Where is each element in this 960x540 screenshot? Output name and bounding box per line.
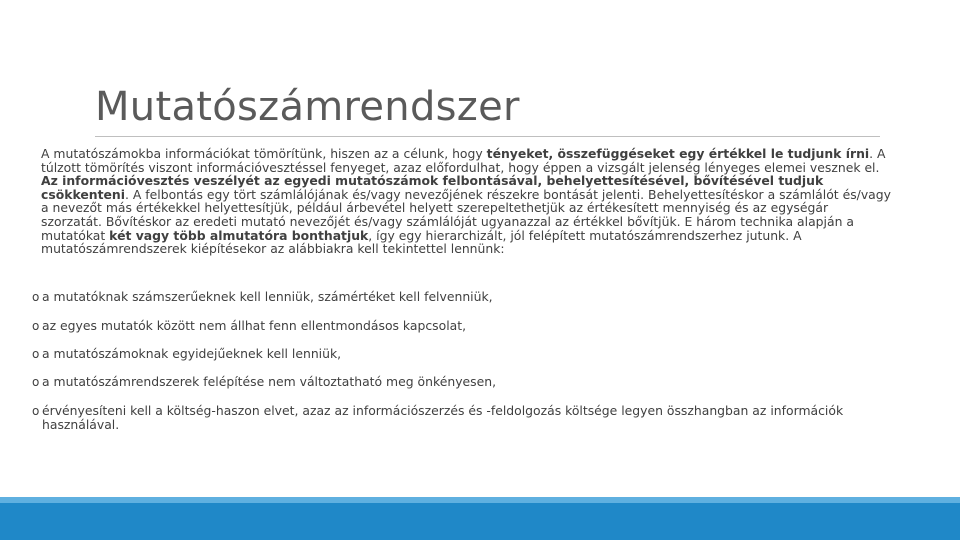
bullet-marker-icon: o: [32, 319, 40, 333]
bullet-item: [32, 319, 912, 333]
paragraph-run-bold: tényeket, összefüggéseket egy értékkel le tudjunk írni: [486, 146, 870, 161]
bullet-item: [32, 347, 912, 361]
bullet-marker-icon: o: [32, 375, 40, 389]
bullet-text: az egyes mutatók között nem állhat fenn ellentmondásos kapcsolat,: [42, 318, 467, 333]
paragraph-run: A mutatószámokba információkat tömörítünk, hiszen az a célunk, hogy: [41, 146, 487, 161]
bullet-list: [32, 290, 912, 432]
bullet-item: [32, 375, 912, 389]
body-paragraph: [41, 147, 891, 256]
paragraph-run-bold: két vagy több almutatóra bonthatjuk: [109, 227, 369, 243]
paragraph-run-bold: Az információvesztés veszélyét az egyedi mutatószámok felbontásával, behelyettesítésével, bővítésével tudjuk csökkenteni: [41, 173, 824, 202]
bullet-text: a mutatószámoknak egyidejűeknek kell lenniük,: [42, 346, 342, 361]
bullet-item: [32, 404, 912, 432]
paragraph-run: , így egy hierarchizált, jól felépített mutatószámrendszerhez jutunk. A mutatószámrendszerek kiépítésekor az alábbiakra kell tekintettel lennünk:: [41, 227, 802, 257]
title-divider: [95, 136, 880, 137]
footer-bar: [0, 497, 960, 540]
bullet-item: [32, 290, 912, 304]
bullet-marker-icon: o: [32, 404, 40, 418]
bullet-marker-icon: o: [32, 290, 40, 304]
bullet-text: érvényesíteni kell a költség-haszon elvet, azaz az információszerzés és -feldolgozás költsége legyen összhangban az információk használával.: [42, 403, 844, 432]
paragraph-run: . A túlzott tömörítés viszont információvesztéssel fenyeget, azaz előfordulhat, hogy éppen a vizsgált jelenség lényeges elemei vesznek el.: [41, 146, 886, 175]
bullet-text: a mutatóknak számszerűeknek kell lenniük, számértéket kell felvenniük,: [42, 289, 493, 304]
bullet-marker-icon: o: [32, 347, 40, 361]
paragraph-run: . A felbontás egy tört számlálójának és/vagy nevezőjének részekre bontását jelenti. Behelyettesítéskor a számlálót és/vagy a nevezőt más értékekkel helyettesítjük, például árbevétel helyett szerepeltethetjük az értékesített mennyiség és az egységár szorzatát. Bővítéskor az eredeti mutató nevezőjét és/vagy számlálóját ugyanazzal az értékkel bővítjük. E három technika alapján a mutatókat: [41, 186, 891, 243]
footer-highlight-strip: [0, 497, 960, 503]
bullet-text: a mutatószámrendszerek felépítése nem változtatható meg önkényesen,: [42, 374, 497, 389]
slide-title: Mutatószámrendszer: [95, 84, 520, 130]
